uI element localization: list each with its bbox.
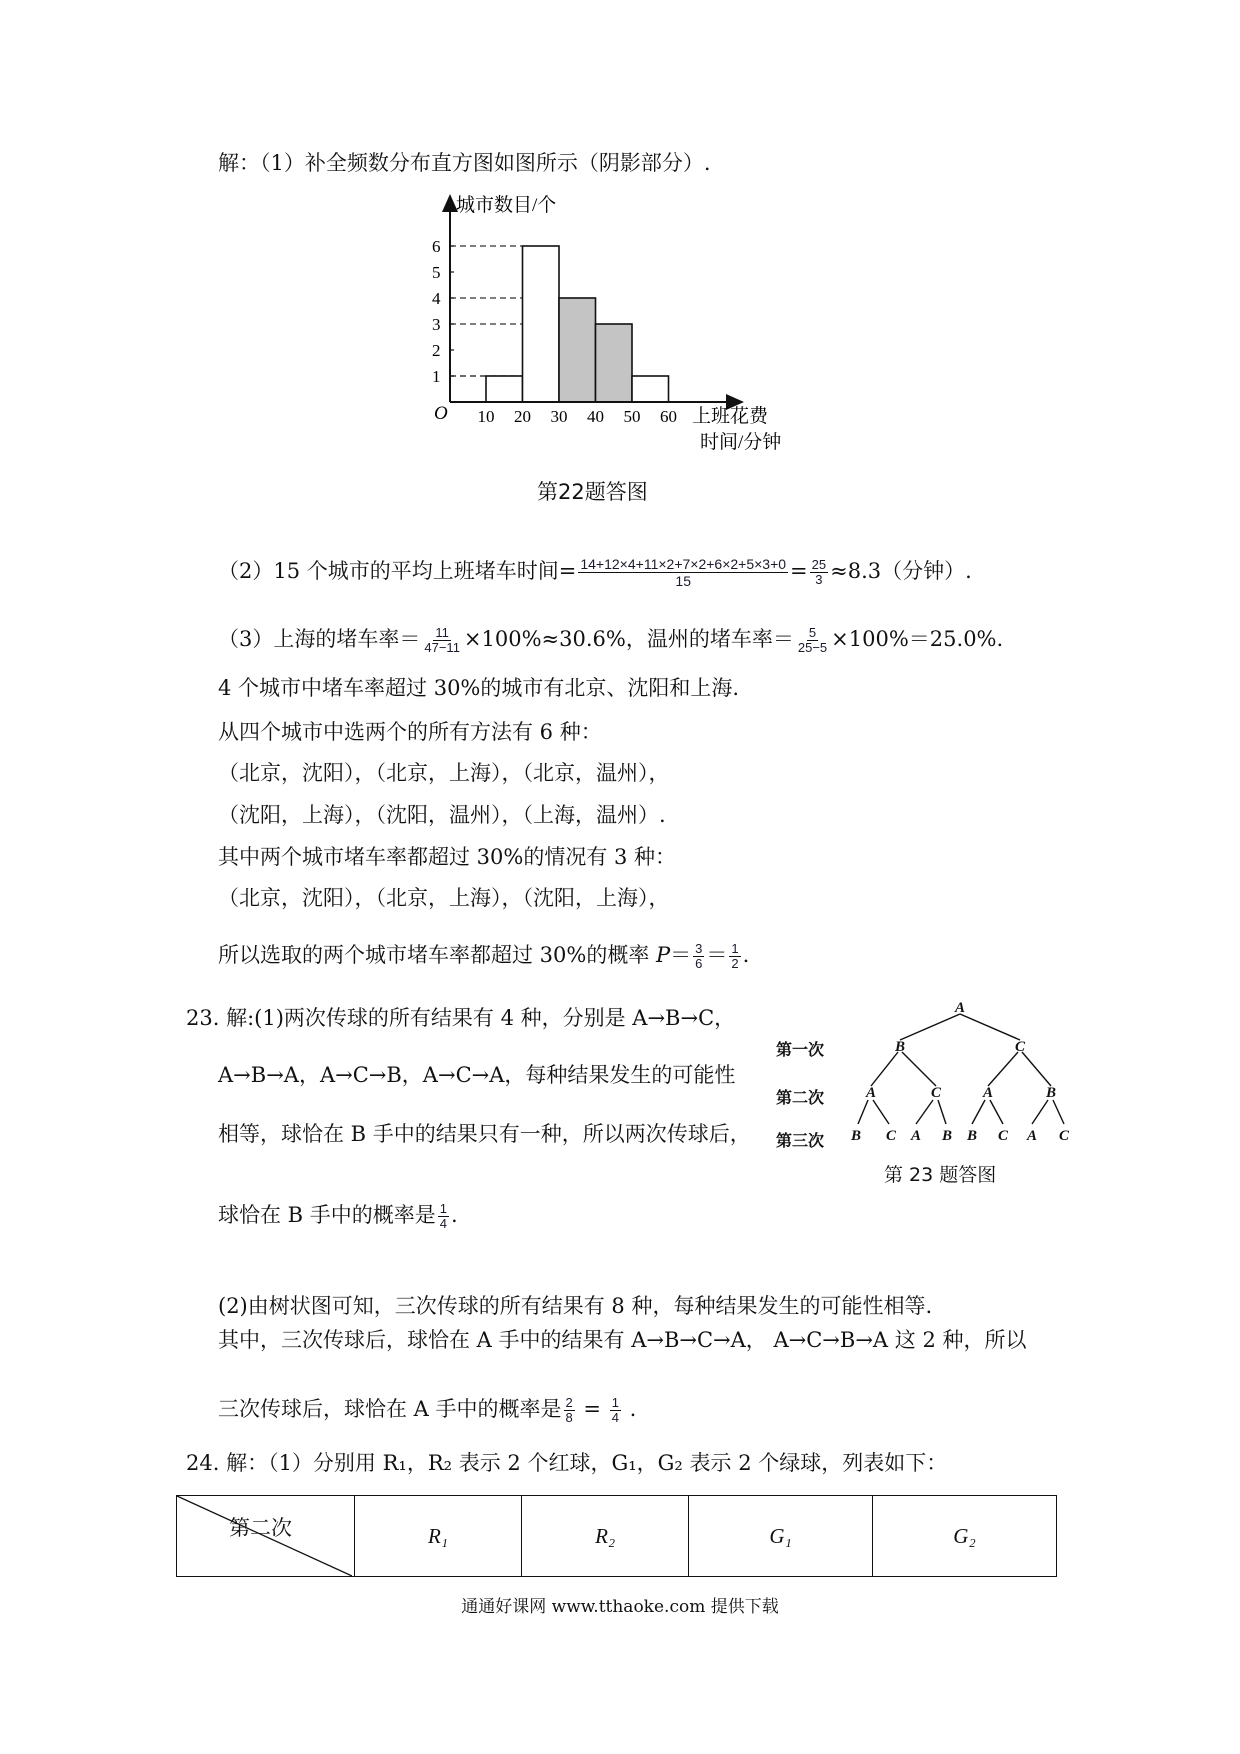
q22-part3: （3）上海的堵车率＝ $\frac{11}{47-11}$ ×100%≈30.6%，温州的堵车率＝ $\frac{5}{25-5}$ ×100%＝25.0%. (218, 625, 1004, 655)
histogram-chart (430, 192, 790, 462)
y-tick-label: 4 (432, 289, 441, 308)
q22-line-2: 从四个城市中选两个的所有方法有 6 种： (218, 720, 602, 744)
table-row (177, 1496, 1057, 1577)
tree-row-label: 第三次 (776, 1133, 825, 1150)
x-tick-label: 30 (550, 407, 568, 426)
q23-line-1: 23. 解:(1)两次传球的所有结果有 4 种，分别是 A→B→C， (186, 1006, 736, 1030)
q22-part2: （2）15 个城市的平均上班堵车时间= $\frac{14+12\times 4+11\times 2+7\times 2+6\times 2+5\times 3+0}{15}$ = $\frac{25}{3}$ ≈8.3（分钟）. (218, 556, 972, 589)
table-header-cell: 第二次 (229, 1516, 292, 1540)
table-header-cell: G₂ (873, 1496, 1057, 1577)
tree-root: A (954, 1000, 966, 1016)
tree-row-label: 第一次 (776, 1042, 825, 1059)
tree-l3-node: C (885, 1128, 897, 1144)
q23-part2-line-3: 三次传球后，球恰在 A 手中的概率是 $\frac{2}{8}$ = $\frac{1}{4}$ . (218, 1395, 637, 1425)
q22-line-6: （北京，沈阳），（北京，上海），（沈阳，上海）， (218, 886, 670, 910)
y-axis-label: 城市数目/个 (456, 195, 557, 216)
histogram-bar (486, 376, 523, 402)
tree-l1-node: B (894, 1039, 906, 1055)
x-tick-label: 50 (623, 407, 641, 426)
tree-l1-node: C (1014, 1039, 1026, 1055)
q23-line-2: A→B→A，A→C→B，A→C→A，每种结果发生的可能性 (218, 1063, 736, 1087)
y-tick-label: 1 (432, 367, 441, 386)
tree-l2-node: B (1045, 1085, 1057, 1101)
q22-line-5: 其中两个城市堵车率都超过 30%的情况有 3 种： (218, 845, 677, 869)
q23-line-4: 球恰在 B 手中的概率是 $\frac{1}{4}$ . (218, 1201, 458, 1231)
table-corner-cell (177, 1496, 355, 1577)
tree-l3-node: A (1026, 1128, 1038, 1144)
y-tick-label: 2 (432, 341, 441, 360)
x-axis-label-1: 上班花费 (692, 406, 769, 427)
x-tick-label: 60 (660, 407, 677, 426)
q22-line-3: （北京，沈阳），（北京，上海），（北京，温州）， (218, 761, 670, 785)
y-tick-label: 3 (432, 315, 441, 334)
histogram-bar (523, 246, 560, 402)
table-header-cell: G₁ (689, 1496, 873, 1577)
tree-l3-node: B (966, 1128, 978, 1144)
figure-22-caption: 第22题答图 (537, 480, 648, 504)
figure-23-caption: 第 23 题答图 (884, 1164, 997, 1186)
table-header-cell: R₁ (355, 1496, 522, 1577)
tree-l3-node: C (997, 1128, 1009, 1144)
tree-l3-node: C (1058, 1128, 1070, 1144)
tree-diagram (776, 1000, 1076, 1150)
x-tick-label: 10 (477, 407, 495, 426)
q22-part1: 解：（1）补全频数分布直方图如图所示（阴影部分）. (218, 151, 711, 175)
tree-l2-node: A (865, 1085, 877, 1101)
q23-line-3: 相等，球恰在 B 手中的结果只有一种，所以两次传球后， (218, 1122, 751, 1146)
tree-l3-node: A (910, 1128, 922, 1144)
q23-part2-line-2: 其中，三次传球后，球恰在 A 手中的结果有 A→B→C→A， A→C→B→A 这 2 种，所以 (218, 1328, 1027, 1352)
footer: 通通好课网 www.tthaoke.com 提供下载 (461, 1597, 779, 1617)
q24-line-1: 24. 解：（1）分别用 R₁，R₂ 表示 2 个红球，G₁，G₂ 表示 2 个绿球，列表如下： (186, 1451, 948, 1475)
y-tick-label: 5 (432, 263, 441, 282)
tree-l2-node: A (982, 1085, 994, 1101)
histogram-bar (596, 324, 633, 402)
tree-row-label: 第二次 (776, 1090, 825, 1107)
histogram-bar (632, 376, 669, 402)
x-tick-label: 20 (514, 407, 531, 426)
q24-table (176, 1495, 1057, 1577)
origin-label: O (434, 403, 448, 424)
q22-line-4: （沈阳，上海），（沈阳，温州），（上海，温州）. (218, 803, 666, 827)
table-header-cell: R₂ (522, 1496, 689, 1577)
q22-final: 所以选取的两个城市堵车率都超过 30%的概率 P＝ $\frac{3}{6}$ ＝ $\frac{1}{2}$ . (218, 941, 750, 971)
histogram-bar (559, 298, 596, 402)
q22-line-1: 4 个城市中堵车率超过 30%的城市有北京、沈阳和上海. (218, 676, 740, 700)
x-tick-label: 40 (587, 407, 604, 426)
x-axis-label-2: 时间/分钟 (700, 432, 782, 453)
y-tick-label: 6 (432, 237, 441, 256)
q23-part2-line-1: (2)由树状图可知，三次传球的所有结果有 8 种，每种结果发生的可能性相等. (218, 1294, 933, 1318)
tree-l3-node: B (941, 1128, 953, 1144)
tree-l2-node: C (930, 1085, 942, 1101)
tree-l3-node: B (850, 1128, 862, 1144)
